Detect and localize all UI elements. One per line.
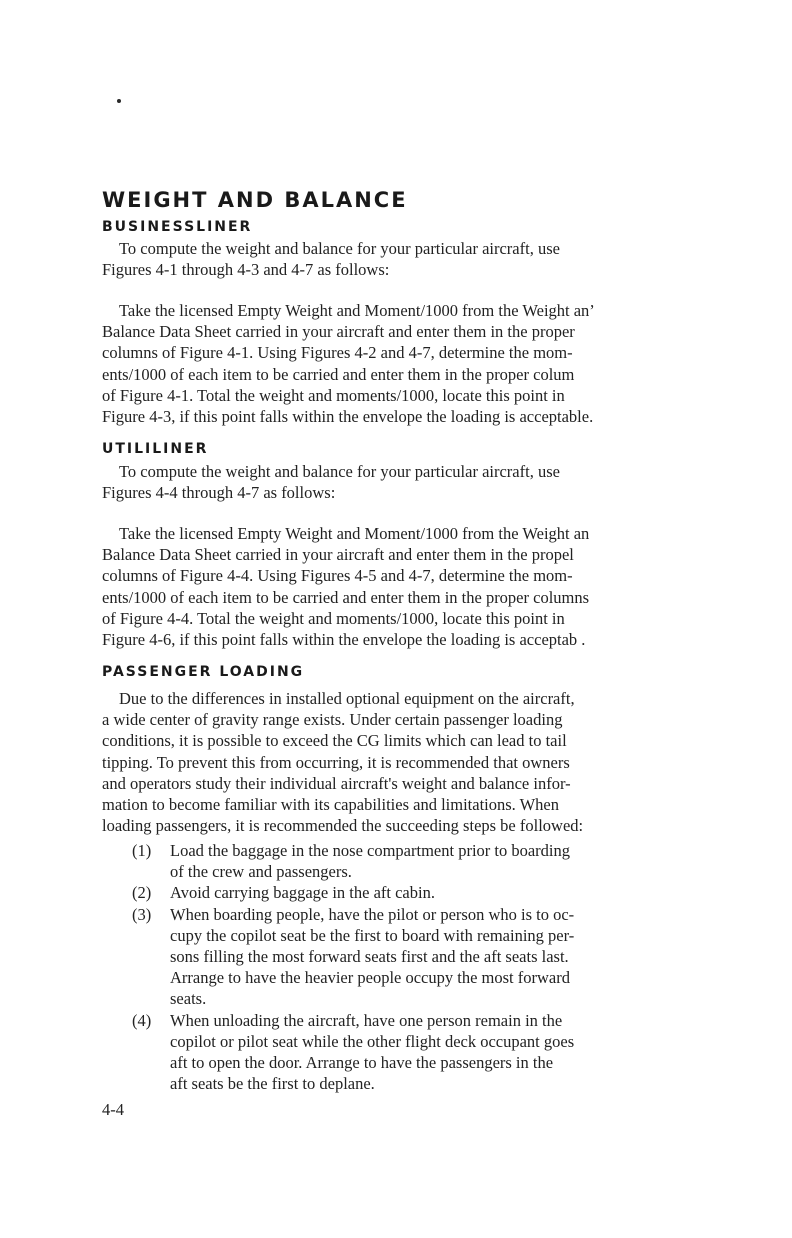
step-number: (2) xyxy=(132,883,152,903)
text-line: Figure 4-3, if this point falls within the envelope the loading is acceptable. xyxy=(102,407,594,427)
loading-steps-list xyxy=(132,840,752,1094)
text-line: Load the baggage in the nose compartment prior to boarding xyxy=(170,841,571,860)
utililiner-intro xyxy=(102,461,770,503)
text-line: copilot or pilot seat while the other flight deck occupant goes xyxy=(170,1031,575,1051)
list-item xyxy=(132,882,752,903)
text-line: of the crew and passengers. xyxy=(170,862,352,882)
text-line: Figures 4-1 through 4-3 and 4-7 as follows: xyxy=(102,260,390,280)
section-heading-passenger-loading: PASSENGER LOADING xyxy=(102,664,305,680)
text-line: aft to open the door. Arrange to have the passengers in the xyxy=(170,1053,554,1073)
section-heading-utililiner: UTILILINER xyxy=(102,441,209,457)
step-number: (4) xyxy=(132,1010,152,1030)
text-line: conditions, it is possible to exceed the CG limits which can lead to tail xyxy=(102,731,567,751)
text-line: Figures 4-4 through 4-7 as follows: xyxy=(102,483,336,503)
text-line: When boarding people, have the pilot or person who is to oc- xyxy=(170,904,575,924)
text-line: Arrange to have the heavier people occupy the most forward xyxy=(170,968,570,988)
text-line: Figure 4-6, if this point falls within the envelope the loading is acceptab . xyxy=(102,630,586,650)
list-item xyxy=(132,840,752,882)
text-line: mation to become familiar with its capabilities and limitations. When xyxy=(102,795,560,815)
text-line: aft seats be the first to deplane. xyxy=(170,1074,375,1094)
text-line: a wide center of gravity range exists. Under certain passenger loading xyxy=(102,710,563,730)
text-line: When unloading the aircraft, have one person remain in the xyxy=(170,1010,563,1030)
list-item xyxy=(132,1010,752,1095)
businessliner-procedure xyxy=(102,300,770,427)
text-line: Balance Data Sheet carried in your aircraft and enter them in the propel xyxy=(102,545,574,565)
passenger-loading-text xyxy=(102,688,770,836)
text-line: columns of Figure 4-4. Using Figures 4-5 and 4-7, determine the mom- xyxy=(102,566,573,586)
text-line: ents/1000 of each item to be carried and enter them in the proper columns xyxy=(102,587,590,607)
text-line: cupy the copilot seat be the first to board with remaining per- xyxy=(170,925,575,945)
page-number: 4-4 xyxy=(102,1100,124,1119)
text-line: Due to the differences in installed optional equipment on the aircraft, xyxy=(119,689,575,708)
list-item xyxy=(132,904,752,1010)
page-title: WEIGHT AND BALANCE xyxy=(102,188,408,212)
utililiner-procedure xyxy=(102,523,770,650)
text-line: of Figure 4-1. Total the weight and moments/1000, locate this point in xyxy=(102,385,565,405)
text-line: and operators study their individual aircraft's weight and balance infor- xyxy=(102,773,571,793)
section-heading-businessliner: BUSINESSLINER xyxy=(102,219,253,235)
text-line: of Figure 4-4. Total the weight and moments/1000, locate this point in xyxy=(102,608,565,628)
speck-mark xyxy=(117,99,121,103)
text-line: tipping. To prevent this from occurring, it is recommended that owners xyxy=(102,752,570,772)
businessliner-intro xyxy=(102,238,770,280)
step-number: (3) xyxy=(132,904,152,924)
text-line: Take the licensed Empty Weight and Moment/1000 from the Weight an xyxy=(119,524,590,543)
text-line: seats. xyxy=(170,989,207,1009)
text-line: sons filling the most forward seats first and the aft seats last. xyxy=(170,947,569,967)
step-number: (1) xyxy=(132,841,152,860)
text-line: To compute the weight and balance for your particular aircraft, use xyxy=(119,239,560,258)
text-line: Avoid carrying baggage in the aft cabin. xyxy=(170,883,435,903)
text-line: loading passengers, it is recommended the succeeding steps be followed: xyxy=(102,816,584,836)
text-line: columns of Figure 4-1. Using Figures 4-2 and 4-7, determine the mom- xyxy=(102,343,573,363)
text-line: To compute the weight and balance for your particular aircraft, use xyxy=(119,462,560,481)
text-line: Take the licensed Empty Weight and Moment/1000 from the Weight an’ xyxy=(119,301,595,320)
text-line: ents/1000 of each item to be carried and enter them in the proper colum xyxy=(102,364,575,384)
text-line: Balance Data Sheet carried in your aircraft and enter them in the proper xyxy=(102,322,575,342)
manual-page xyxy=(102,0,770,1238)
